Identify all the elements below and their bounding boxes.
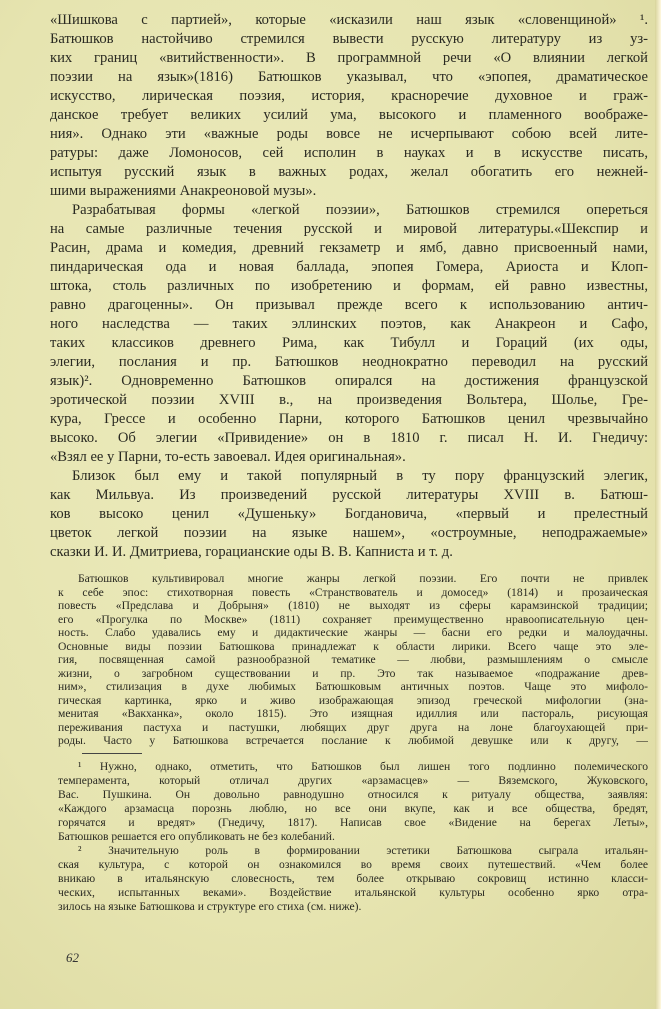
text-line: эротической поэзии XVIII в., на произведения Вольтера, Шолье, Гре- (50, 392, 648, 408)
text-line: Расин, драма и комедия, древний гекзаметр и ямб, давно присвоенный нами, (50, 240, 648, 256)
text-line: повесть «Предслава и Добрыня» (1810) не выходят из сферы карамзинской традиции; (58, 599, 648, 612)
footnote-paragraph (58, 844, 648, 914)
text-line: Разрабатывая формы «легкой поэзии», Батюшков стремился опереться (72, 202, 648, 218)
text-line: горячатся и вредят» (Гнедичу, 1817). Написав свое «Видение на берегах Леты», (58, 816, 648, 829)
text-line: данское требует великих усилий ума, высокого и пламенного воображе- (50, 107, 648, 123)
text-line: штока, столь различных по изобретению и формам, ей равно известны, (50, 278, 648, 294)
text-line: элегии, послания и пр. Батюшков неоднократно переводил на русский (50, 354, 648, 370)
page-edge (655, 0, 661, 1009)
text-line: ним», стилизация в духе любимых Батюшковым античных поэтов. Чаще это мифоло- (58, 680, 648, 693)
text-line: ¹ Нужно, однако, отметить, что Батюшков был лишен того подлинно полемического (78, 760, 648, 773)
text-line: язык)². Одновременно Батюшков опирался на достижения французской (50, 373, 648, 389)
text-line: таких классиков древнего Рима, как Тибулл и Гораций (их оды, (50, 335, 648, 351)
text-line: «Взял ее у Парни, то-есть завоевал. Идея оригинальная». (50, 449, 406, 465)
text-line: темперамента, который отличал других «арзамасцев» — Вяземского, Жуковского, (58, 774, 648, 787)
text-line: как Мильвуа. Из произведений русской литературы XVIII в. Батюш- (50, 487, 648, 503)
text-line: кура, Грессе и особенно Парни, которого Батюшков ценил чрезвычайно (50, 411, 648, 427)
text-line: ния». Однако эти «важные роды вовсе не исчерпывают собою всей лите- (50, 126, 648, 142)
text-line: ческих, испытанных веками». Воздействие итальянской культуры особенно ярко отра- (58, 886, 648, 899)
text-line: гия, посвященная самой разнообразной тематике — любви, размышлениям о смысле (58, 653, 648, 666)
small-paragraph (58, 572, 648, 748)
text-line: ного наследства — таких эллинских поэтов, как Анакреон и Сафо, (50, 316, 648, 332)
text-line: менитая «Вакханка», около 1815). Это изящная идиллия или пастораль, рисующая (58, 707, 648, 720)
text-line: пиндарическая ода и новая баллада, эпопея Гомера, Ариоста и Клоп- (50, 259, 648, 275)
text-line: Батюшков культивировал многие жанры легкой поэзии. Его почти не привлек (78, 572, 648, 585)
text-line: ратуры: даже Ломоносов, сей исполин в науках и в искусстве писать, (50, 145, 648, 161)
page-number: 62 (66, 950, 79, 965)
text-line: искусство, лирическая поэзия, история, красноречие духовное и граж- (50, 88, 648, 104)
text-line: Близок был ему и такой популярный в ту пору французский элегик, (72, 468, 648, 484)
text-line: поэзии на язык»(1816) Батюшков указывал, что «эпопея, драматическое (50, 69, 648, 85)
text-line: роды. Часто у Батюшкова встречается послание к любимой девушке или к другу, — (58, 734, 648, 747)
text-line: шими выражениями Анакреоновой музы». (50, 183, 317, 199)
text-line: зилось на языке Батюшкова и структуре его стиха (см. ниже). (58, 900, 362, 913)
text-line: Батюшков настойчиво стремился вывести русскую литературу из уз- (50, 31, 648, 47)
text-line: его «Прогулка по Москве» (1811) сохраняет преимущественно нравоописательную цен- (58, 612, 648, 626)
footnotes (58, 760, 648, 914)
text-line: переживания пастуха и пастушки, любящих друг друга на лоне благоухающей при- (58, 720, 648, 734)
text-line: Вас. Пушкина. Он довольно равнодушно относился к ритуалу общества, заявляя: (58, 788, 648, 801)
text-line: ков высоко ценил «Душеньку» Богдановича, «первый и прелестный (50, 506, 648, 522)
text-line: ность. Слабо удавались ему и дидактические жанры — басни его редки и малоудачны. (58, 626, 648, 639)
main-text (50, 11, 648, 562)
text-line: гическая картинка, ярко и живо изображающая эпизод греческой мифологии (зна- (58, 693, 648, 707)
main-paragraph (50, 467, 648, 562)
text-line: цветок легкой поэзии на языке нашем», «остроумные, неподражаемые» (50, 525, 648, 541)
text-line: на самые различные течения русской и мировой литературы.«Шекспир и (50, 221, 648, 237)
text-line: сказки И. И. Дмитриева, горацианские оды В. В. Капниста и т. д. (50, 544, 453, 560)
text-line: вникаю в итальянскую словесность, тем более открываю сокровищ истинно класси- (58, 872, 648, 885)
text-line: к себе эпос: стихотворная повесть «Странствователь и домосед» (1814) и прозаическая (58, 585, 648, 599)
footnote-divider (82, 753, 142, 754)
text-line: Основные виды поэзии Батюшкова принадлежат к области лирики. Всего чаще это эле- (58, 639, 648, 653)
small-print-text (58, 572, 648, 748)
text-line: ² Значительную роль в формировании эстетики Батюшкова сыграла итальян- (78, 844, 648, 857)
main-paragraph (50, 201, 648, 467)
text-line: жизни, о загробном существовании и пр. Это так называемое «подражание древ- (58, 666, 648, 680)
text-line: ких границ «витийственности». В программной речи «О влиянии легкой (50, 50, 648, 66)
text-line: «Каждого арзамасца порознь люблю, но все они вкупе, как и все общества, бредят, (58, 802, 648, 815)
text-line: ская культура, с которой он ознакомился во время своих путешествий. «Чем более (58, 858, 648, 871)
main-paragraph (50, 11, 648, 201)
text-line: Батюшков решается его опубликовать не без колебаний. (58, 830, 335, 843)
text-line: высоко. Об элегии «Привидение» он в 1810 г. писал Н. И. Гнедичу: (50, 430, 648, 446)
text-line: равно драгоценны». Он призывал прежде всего к использованию антич- (50, 297, 648, 313)
text-line: «Шишкова с партией», которые «исказили наш язык «словенщиной» ¹. (50, 12, 648, 28)
footnote-paragraph (58, 760, 648, 844)
text-line: испытуя русский язык в важных родах, желал обогатить его нежней- (50, 164, 648, 180)
